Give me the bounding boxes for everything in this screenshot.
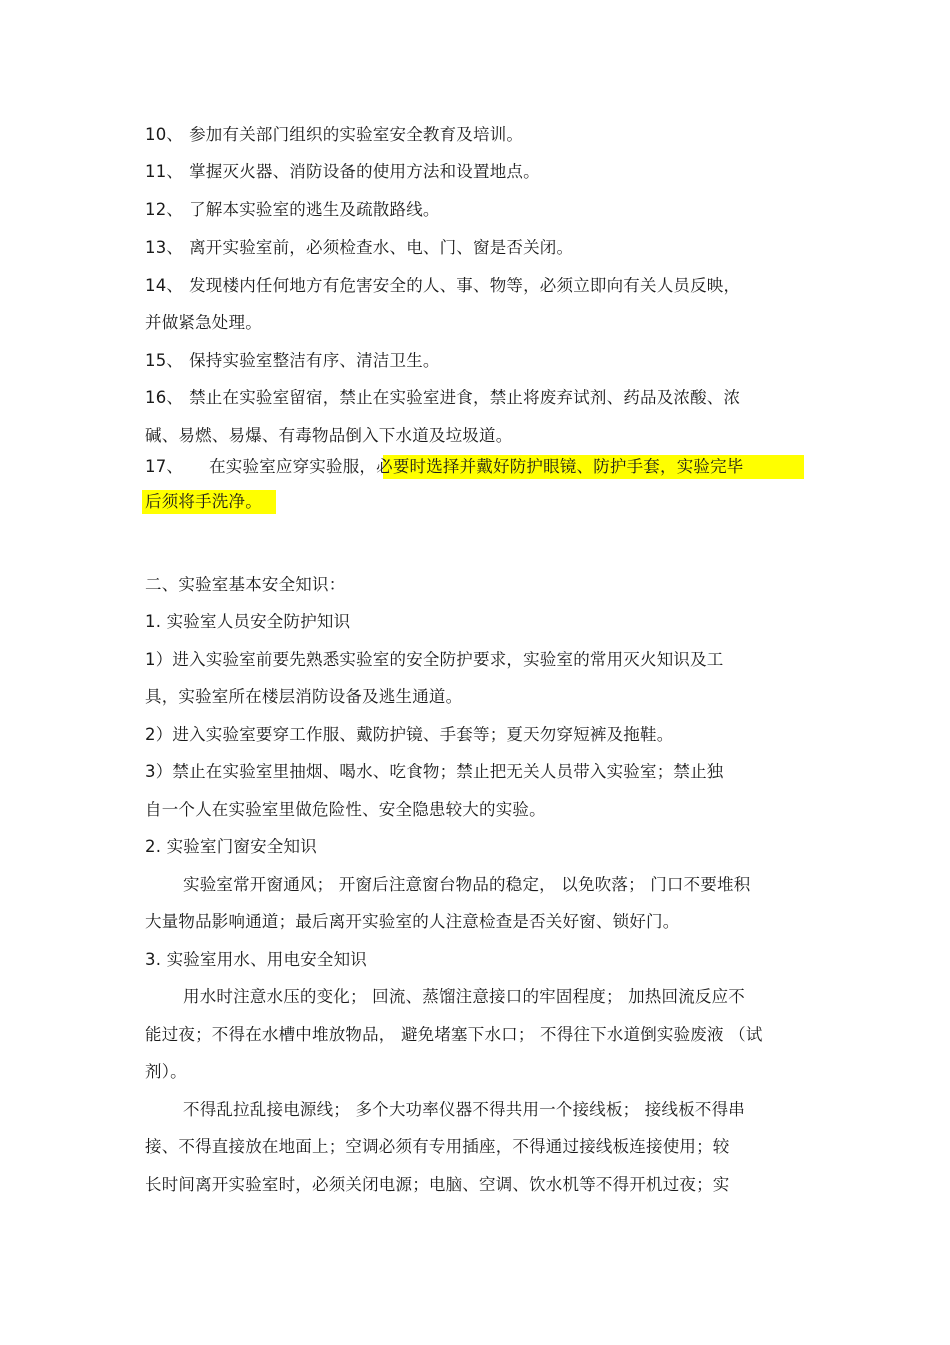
rule-number: 15、 [145,351,184,370]
list-item: 2）进入实验室要穿工作服、戴防护镜、手套等；夏天勿穿短裤及拖鞋。 [145,725,674,744]
paragraph-line: 接、不得直接放在地面上；空调必须有专用插座，不得通过接线板连接使用；较 [145,1137,730,1156]
rule-14-continued: 并做紧急处理。 [145,313,262,332]
paragraph-line: 大量物品影响通道；最后离开实验室的人注意检查是否关好窗、锁好门。 [145,912,680,931]
rule-text: 发现楼内任何地方有危害安全的人、事、物等，必须立即向有关人员反映， [189,276,741,295]
paragraph-line: 剂）。 [145,1062,187,1081]
rule-text: 保持实验室整洁有序、清洁卫生。 [189,351,440,370]
rule-text: 禁止在实验室留宿，禁止在实验室进食，禁止将废弃试剂、药品及浓酸、浓 [189,388,741,407]
rule-number: 17、 [145,457,184,476]
subsection-title: 1. 实验室人员安全防护知识 [145,612,351,631]
rule-number: 11、 [145,162,184,181]
rule-text: 了解本实验室的逃生及疏散路线。 [189,200,440,219]
rule-16 [145,387,740,409]
list-item-continued: 自一个人在实验室里做危险性、安全隐患较大的实验。 [145,800,546,819]
rule-17-continued: 后须将手洗净。 [145,492,262,511]
paragraph-line: 不得乱拉乱接电源线； 多个大功率仪器不得共用一个接线板； 接线板不得串 [183,1100,745,1119]
section-heading: 二、实验室基本安全知识： [145,575,346,594]
rule-13 [145,237,573,259]
list-item-continued: 具，实验室所在楼层消防设备及逃生通道。 [145,687,463,706]
rule-number: 16、 [145,388,184,407]
list-item: 1）进入实验室前要先熟悉实验室的安全防护要求，实验室的常用灭火知识及工 [145,650,724,669]
rule-11 [145,161,540,183]
paragraph-line: 实验室常开窗通风； 开窗后注意窗台物品的稳定， 以免吹落； 门口不要堆积 [183,875,751,894]
list-item: 3）禁止在实验室里抽烟、喝水、吃食物；禁止把无关人员带入实验室；禁止独 [145,762,724,781]
rule-17 [145,456,744,478]
paragraph-line: 用水时注意水压的变化； 回流、蒸馏注意接口的牢固程度； 加热回流反应不 [183,987,745,1006]
rule-12 [145,199,440,221]
rule-number: 12、 [145,200,184,219]
rule-16-continued: 碱、易燃、易爆、有毒物品倒入下水道及垃圾道。 [145,426,513,445]
rule-number: 14、 [145,276,184,295]
rule-text: 掌握灭火器、消防设备的使用方法和设置地点。 [189,162,540,181]
rule-10 [145,124,523,146]
rule-text: 参加有关部门组织的实验室安全教育及培训。 [189,125,524,144]
highlighted-text: 要时选择并戴好防护眼镜、防护手套，实验完毕 [392,457,744,476]
subsection-title: 2. 实验室门窗安全知识 [145,837,317,856]
subsection-title: 3. 实验室用水、用电安全知识 [145,950,367,969]
paragraph-line: 长时间离开实验室时，必须关闭电源；电脑、空调、饮水机等不得开机过夜；实 [145,1175,730,1194]
rule-text: 在实验室应穿实验服，必 [209,457,393,476]
rule-15 [145,350,440,372]
rule-number: 13、 [145,238,184,257]
paragraph-line: 能过夜；不得在水槽中堆放物品， 避免堵塞下水口； 不得往下水道倒实验废液 （试 [145,1025,763,1044]
rule-number: 10、 [145,125,184,144]
rule-14 [145,275,740,297]
rule-text: 离开实验室前，必须检查水、电、门、窗是否关闭。 [189,238,574,257]
